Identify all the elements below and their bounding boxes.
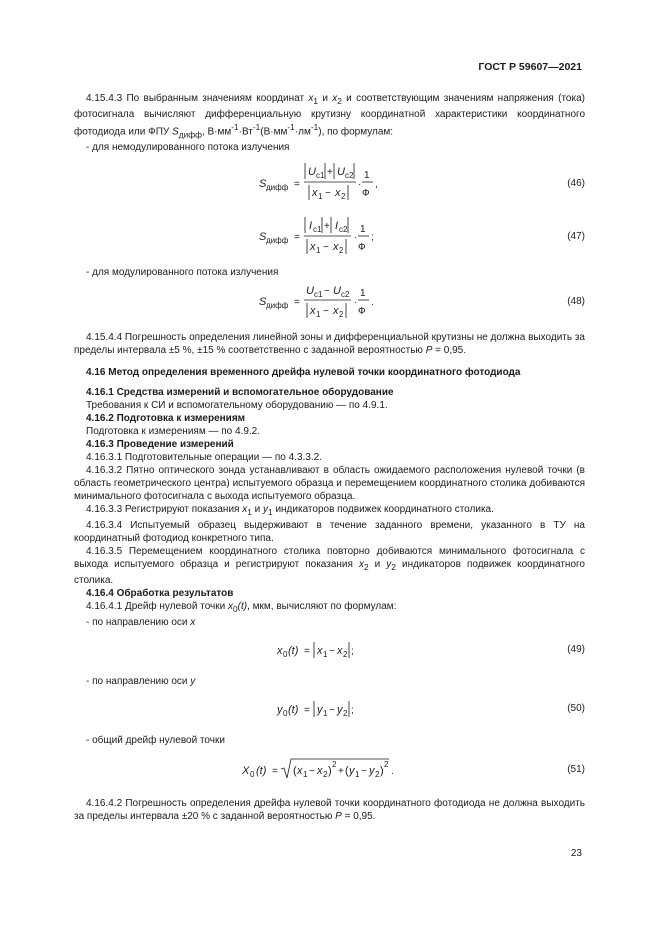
svg-text:2: 2 bbox=[339, 246, 344, 256]
svg-text:2: 2 bbox=[343, 650, 348, 660]
svg-text:x: x bbox=[333, 241, 339, 254]
svg-text:Ф: Ф bbox=[358, 306, 366, 318]
svg-text:y: y bbox=[277, 704, 283, 717]
svg-text:.: . bbox=[371, 297, 374, 309]
svg-text:Ф: Ф bbox=[358, 242, 366, 254]
svg-text:(: ( bbox=[345, 765, 349, 778]
svg-text:1: 1 bbox=[303, 770, 308, 780]
svg-text:1: 1 bbox=[323, 650, 328, 660]
formula-46-expression bbox=[254, 154, 454, 214]
svg-text:2: 2 bbox=[323, 770, 328, 780]
section-4-16-2-text: Подготовка к измерениям — по 4.9.2. bbox=[86, 426, 261, 438]
svg-text:): ) bbox=[380, 765, 384, 778]
svg-text:x: x bbox=[335, 187, 341, 200]
svg-text:0: 0 bbox=[250, 770, 255, 780]
svg-text:I: I bbox=[335, 220, 339, 233]
paragraph-4-16-3-3: 4.16.3.3 Регистрируют показания $x_1$ и $y_1$ индикаторов подвижек координатного столика. bbox=[86, 504, 494, 518]
svg-text:x: x bbox=[312, 187, 318, 200]
page-content bbox=[74, 92, 585, 823]
svg-text:−: − bbox=[329, 646, 335, 658]
svg-text:y: y bbox=[369, 765, 375, 778]
formula-48-expression bbox=[254, 279, 454, 329]
svg-text:дифф: дифф bbox=[266, 183, 289, 193]
section-4-16-3-heading: 4.16.3 Проведение измерений bbox=[86, 439, 234, 451]
formula-49-expression bbox=[274, 629, 474, 673]
formula-50 bbox=[74, 688, 585, 732]
svg-text:c1: c1 bbox=[314, 290, 323, 300]
section-4-16-2-heading: 4.16.2 Подготовка к измерениям bbox=[86, 413, 246, 425]
svg-text:2: 2 bbox=[341, 192, 346, 202]
formula-47-expression bbox=[254, 214, 454, 264]
svg-text:(t): (t) bbox=[288, 645, 299, 658]
svg-text:·: · bbox=[354, 232, 358, 244]
paragraph-4-16-3-4: 4.16.3.4 Испытуемый образец выдерживают в течение заданного времени, указанного в ТУ на координатный фотодиод конкретного типа. bbox=[74, 520, 585, 545]
svg-text:;: ; bbox=[351, 705, 354, 717]
svg-text:−: − bbox=[323, 242, 329, 254]
svg-text:−: − bbox=[309, 766, 315, 778]
svg-text:=: = bbox=[294, 297, 300, 309]
list-item-nonmodulated: - для немодулированного потока излучения bbox=[86, 142, 290, 154]
svg-text:1: 1 bbox=[355, 770, 360, 780]
list-item-axis-x: - по направлению оси x bbox=[86, 617, 196, 629]
section-4-16-1-text: Требования к СИ и вспомогательному оборудованию — по 4.9.1. bbox=[86, 400, 388, 412]
svg-text:y: y bbox=[349, 765, 355, 778]
svg-text:2: 2 bbox=[343, 709, 348, 719]
section-4-16-heading: 4.16 Метод определения временного дрейфа нулевой точки координатного фотодиода bbox=[86, 367, 521, 379]
svg-text:x: x bbox=[277, 645, 283, 658]
svg-text:1: 1 bbox=[316, 246, 321, 256]
svg-text:y: y bbox=[337, 704, 343, 717]
svg-text:x: x bbox=[297, 765, 303, 778]
formula-51-number: (51) bbox=[567, 764, 585, 776]
svg-text:2: 2 bbox=[339, 310, 344, 320]
svg-text:U: U bbox=[308, 166, 316, 179]
formula-50-number: (50) bbox=[567, 703, 585, 715]
svg-text:c1: c1 bbox=[316, 171, 325, 181]
formula-47 bbox=[74, 214, 585, 264]
svg-text:Ф: Ф bbox=[362, 188, 370, 200]
svg-text:y: y bbox=[317, 704, 323, 717]
svg-text:·: · bbox=[358, 179, 362, 191]
svg-text:c1: c1 bbox=[313, 225, 322, 235]
svg-text:x: x bbox=[310, 241, 316, 254]
svg-text:−: − bbox=[325, 188, 331, 200]
paragraph-4-16-3-2: 4.16.3.2 Пятно оптического зонда устанавливают в область ожидаемого расположения нулевой точки (в область геометрического центра) испытуемого образца и перемещением координатного столика добиваются минимального фотосигнала с выхода испытуемого образца. bbox=[74, 465, 585, 503]
svg-text:,: , bbox=[375, 179, 378, 191]
svg-text:x: x bbox=[317, 765, 323, 778]
paragraph-4-16-4-1: 4.16.4.1 Дрейф нулевой точки $x_0(t)$, мкм, вычисляют по формулам: bbox=[86, 601, 397, 615]
svg-text:=: = bbox=[294, 179, 300, 191]
list-item-total-drift: - общий дрейф нулевой точки bbox=[86, 735, 225, 747]
paragraph-4-16-3-5: 4.16.3.5 Перемещением координатного столика повторно добиваются минимального фотосигнала с выхода испытуемого образца и регистрируют показания $x_2$ и $y_2$ индикаторов подвижек координатного столика. bbox=[74, 546, 585, 587]
svg-text:0: 0 bbox=[283, 650, 288, 660]
svg-text:−: − bbox=[323, 306, 329, 318]
paragraph-4-16-3-1: 4.16.3.1 Подготовительные операции — по 4.3.3.2. bbox=[86, 452, 323, 464]
svg-text:−: − bbox=[361, 766, 367, 778]
svg-text:+: + bbox=[327, 167, 333, 179]
svg-text:S: S bbox=[259, 296, 267, 309]
formula-48-number: (48) bbox=[567, 296, 585, 308]
svg-text:c2: c2 bbox=[339, 225, 348, 235]
paragraph-4-16-4-2: 4.16.4.2 Погрешность определения дрейфа нулевой точки координатного фотодиода не должна выходить за пределы интервала ±20 % с заданной вероятностью P = 0,95. bbox=[74, 798, 585, 823]
svg-text:c2: c2 bbox=[345, 171, 354, 181]
svg-text:x: x bbox=[333, 305, 339, 318]
formula-47-number: (47) bbox=[567, 231, 585, 243]
svg-text:(t): (t) bbox=[256, 765, 267, 778]
svg-text:=: = bbox=[304, 646, 310, 658]
svg-text:1: 1 bbox=[364, 170, 370, 182]
paragraph-4-15-4-3: 4.15.4.3 По выбранным значениям координат $x_1$ и $x_2$ и соответствующим значениям напряжения (тока) фотосигнала вычисляют дифференциальную крутизну координатной характеристики координатного фотодиода или ФПУ $S_{дифф}$, $В\cdot мм^{-1}\cdot Вт^{-1}(В\cdot мм^{-1}\cdot лм^{-1})$, по формулам: bbox=[74, 93, 585, 140]
svg-text:2: 2 bbox=[384, 760, 389, 770]
section-4-16-1-heading: 4.16.1 Средства измерений и вспомогательное оборудование bbox=[86, 387, 394, 399]
list-item-modulated: - для модулированного потока излучения bbox=[86, 267, 279, 279]
svg-text:S: S bbox=[259, 231, 267, 244]
list-item-axis-y: - по направлению оси y bbox=[86, 676, 196, 688]
svg-text:1: 1 bbox=[360, 288, 366, 300]
svg-text:·: · bbox=[354, 297, 358, 309]
svg-text:2: 2 bbox=[332, 760, 337, 770]
svg-text:.: . bbox=[391, 766, 394, 778]
svg-text:c2: c2 bbox=[341, 290, 350, 300]
svg-text:+: + bbox=[324, 221, 330, 233]
svg-text:1: 1 bbox=[316, 310, 321, 320]
formula-51-expression bbox=[239, 747, 459, 793]
page-number: 23 bbox=[570, 848, 582, 859]
svg-text:): ) bbox=[328, 765, 332, 778]
svg-text:дифф: дифф bbox=[266, 301, 289, 311]
formula-48 bbox=[74, 279, 585, 329]
svg-text:I: I bbox=[309, 220, 313, 233]
svg-text:(: ( bbox=[293, 765, 297, 778]
svg-text:1: 1 bbox=[323, 709, 328, 719]
svg-text:;: ; bbox=[351, 646, 354, 658]
formula-46 bbox=[74, 154, 585, 214]
paragraph-4-15-4-4: 4.15.4.4 Погрешность определения линейной зоны и дифференциальной крутизны не должна выходить за пределы интервала ±5 %, ±15 % соответственно с заданной вероятностью P = 0,95. bbox=[74, 332, 585, 357]
svg-text:1: 1 bbox=[360, 224, 366, 236]
svg-text:=: = bbox=[272, 766, 278, 778]
svg-text:(t): (t) bbox=[288, 704, 299, 717]
svg-text:x: x bbox=[310, 305, 316, 318]
formula-46-number: (46) bbox=[567, 178, 585, 190]
svg-text:2: 2 bbox=[375, 770, 380, 780]
svg-text:x: x bbox=[317, 645, 323, 658]
svg-text:x: x bbox=[337, 645, 343, 658]
svg-text:−: − bbox=[329, 705, 335, 717]
svg-text:X: X bbox=[242, 765, 250, 778]
svg-text:+: + bbox=[338, 766, 344, 778]
formula-49-number: (49) bbox=[567, 644, 585, 656]
svg-text:−: − bbox=[324, 286, 330, 298]
svg-text:U: U bbox=[337, 166, 345, 179]
formula-49 bbox=[74, 629, 585, 673]
svg-text:;: ; bbox=[371, 232, 374, 244]
svg-text:U: U bbox=[333, 285, 341, 298]
document-standard-number: ГОСТ Р 59607—2021 bbox=[478, 61, 582, 73]
svg-text:1: 1 bbox=[318, 192, 323, 202]
section-4-16-4-heading: 4.16.4 Обработка результатов bbox=[86, 588, 234, 600]
formula-50-expression bbox=[274, 688, 474, 732]
svg-text:S: S bbox=[259, 178, 267, 191]
svg-text:U: U bbox=[306, 285, 314, 298]
formula-51 bbox=[74, 747, 585, 793]
svg-text:0: 0 bbox=[283, 709, 288, 719]
svg-text:=: = bbox=[304, 705, 310, 717]
svg-text:дифф: дифф bbox=[266, 236, 289, 246]
svg-text:=: = bbox=[294, 232, 300, 244]
